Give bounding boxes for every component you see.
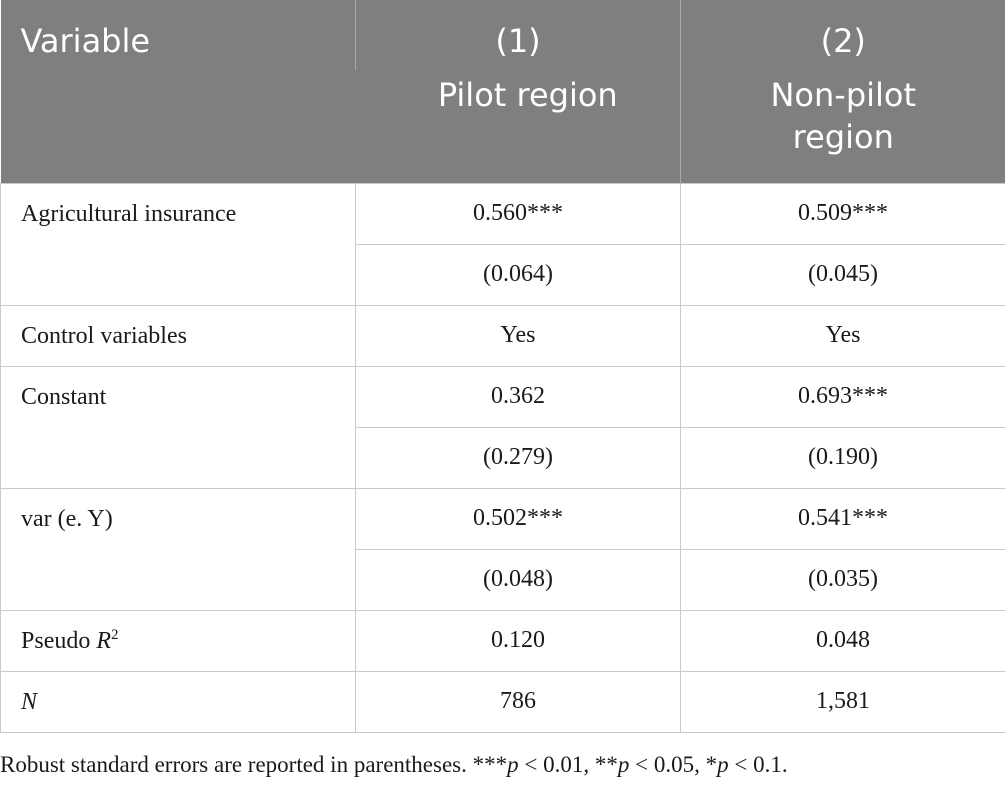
cell-n-2: 1,581 bbox=[681, 671, 1005, 732]
cell-ctrl-2: Yes bbox=[681, 305, 1005, 366]
cell-const-se-2: (0.190) bbox=[681, 427, 1005, 488]
header-col2-name-line2: region bbox=[792, 118, 894, 156]
cell-var-se-1: (0.048) bbox=[356, 549, 681, 610]
cell-agri-se-2: (0.045) bbox=[681, 244, 1005, 305]
cell-const-se-1: (0.279) bbox=[356, 427, 681, 488]
table-footnote bbox=[0, 752, 788, 778]
cell-ctrl-1: Yes bbox=[356, 305, 681, 366]
table-row bbox=[1, 305, 1005, 366]
cell-const-coef-1: 0.362 bbox=[356, 366, 681, 427]
pseudo-text: Pseudo bbox=[21, 627, 91, 654]
row-label-pseudo-r2 bbox=[1, 610, 356, 671]
cell-pseudo-1: 0.120 bbox=[356, 610, 681, 671]
cell-agri-se-1: (0.064) bbox=[356, 244, 681, 305]
table-row bbox=[1, 488, 1005, 549]
row-label-constant: Constant bbox=[1, 366, 356, 488]
footnote-text-3: < 0.05, * bbox=[629, 752, 718, 777]
cell-const-coef-2: 0.693*** bbox=[681, 366, 1005, 427]
footnote-text-2: < 0.01, ** bbox=[518, 752, 618, 777]
table-body bbox=[1, 183, 1005, 732]
cell-var-coef-1: 0.502*** bbox=[356, 488, 681, 549]
table-row bbox=[1, 671, 1005, 732]
footnote-p-2: p bbox=[617, 752, 630, 777]
row-label-control-variables: Control variables bbox=[1, 305, 356, 366]
cell-var-se-2: (0.035) bbox=[681, 549, 1005, 610]
header-col2-number: (2) bbox=[681, 0, 1005, 70]
pseudo-r-superscript: 2 bbox=[111, 626, 119, 643]
row-label-agricultural-insurance: Agricultural insurance bbox=[1, 183, 356, 305]
header-col1-number: (1) bbox=[356, 0, 681, 70]
row-label-n: N bbox=[1, 671, 356, 732]
cell-agri-coef-1: 0.560*** bbox=[356, 183, 681, 244]
footnote-p-3: p bbox=[717, 752, 729, 777]
footnote-text-1: Robust standard errors are reported in parentheses. *** bbox=[0, 752, 508, 777]
footnote-text-4: < 0.1. bbox=[728, 752, 788, 777]
cell-var-coef-2: 0.541*** bbox=[681, 488, 1005, 549]
header-variable: Variable bbox=[1, 0, 356, 183]
table-row bbox=[1, 183, 1005, 244]
header-col2-name-line1: Non-pilot bbox=[770, 76, 917, 114]
pseudo-r-symbol: R bbox=[96, 627, 112, 654]
table-row bbox=[1, 610, 1005, 671]
footnote-p-1: p bbox=[507, 752, 519, 777]
table-header bbox=[1, 0, 1005, 183]
row-label-var-ey: var (e. Y) bbox=[1, 488, 356, 610]
cell-n-1: 786 bbox=[356, 671, 681, 732]
header-col1-name: Pilot region bbox=[356, 70, 681, 183]
cell-pseudo-2: 0.048 bbox=[681, 610, 1005, 671]
header-col2-name bbox=[681, 70, 1005, 183]
table-row bbox=[1, 366, 1005, 427]
cell-agri-coef-2: 0.509*** bbox=[681, 183, 1005, 244]
